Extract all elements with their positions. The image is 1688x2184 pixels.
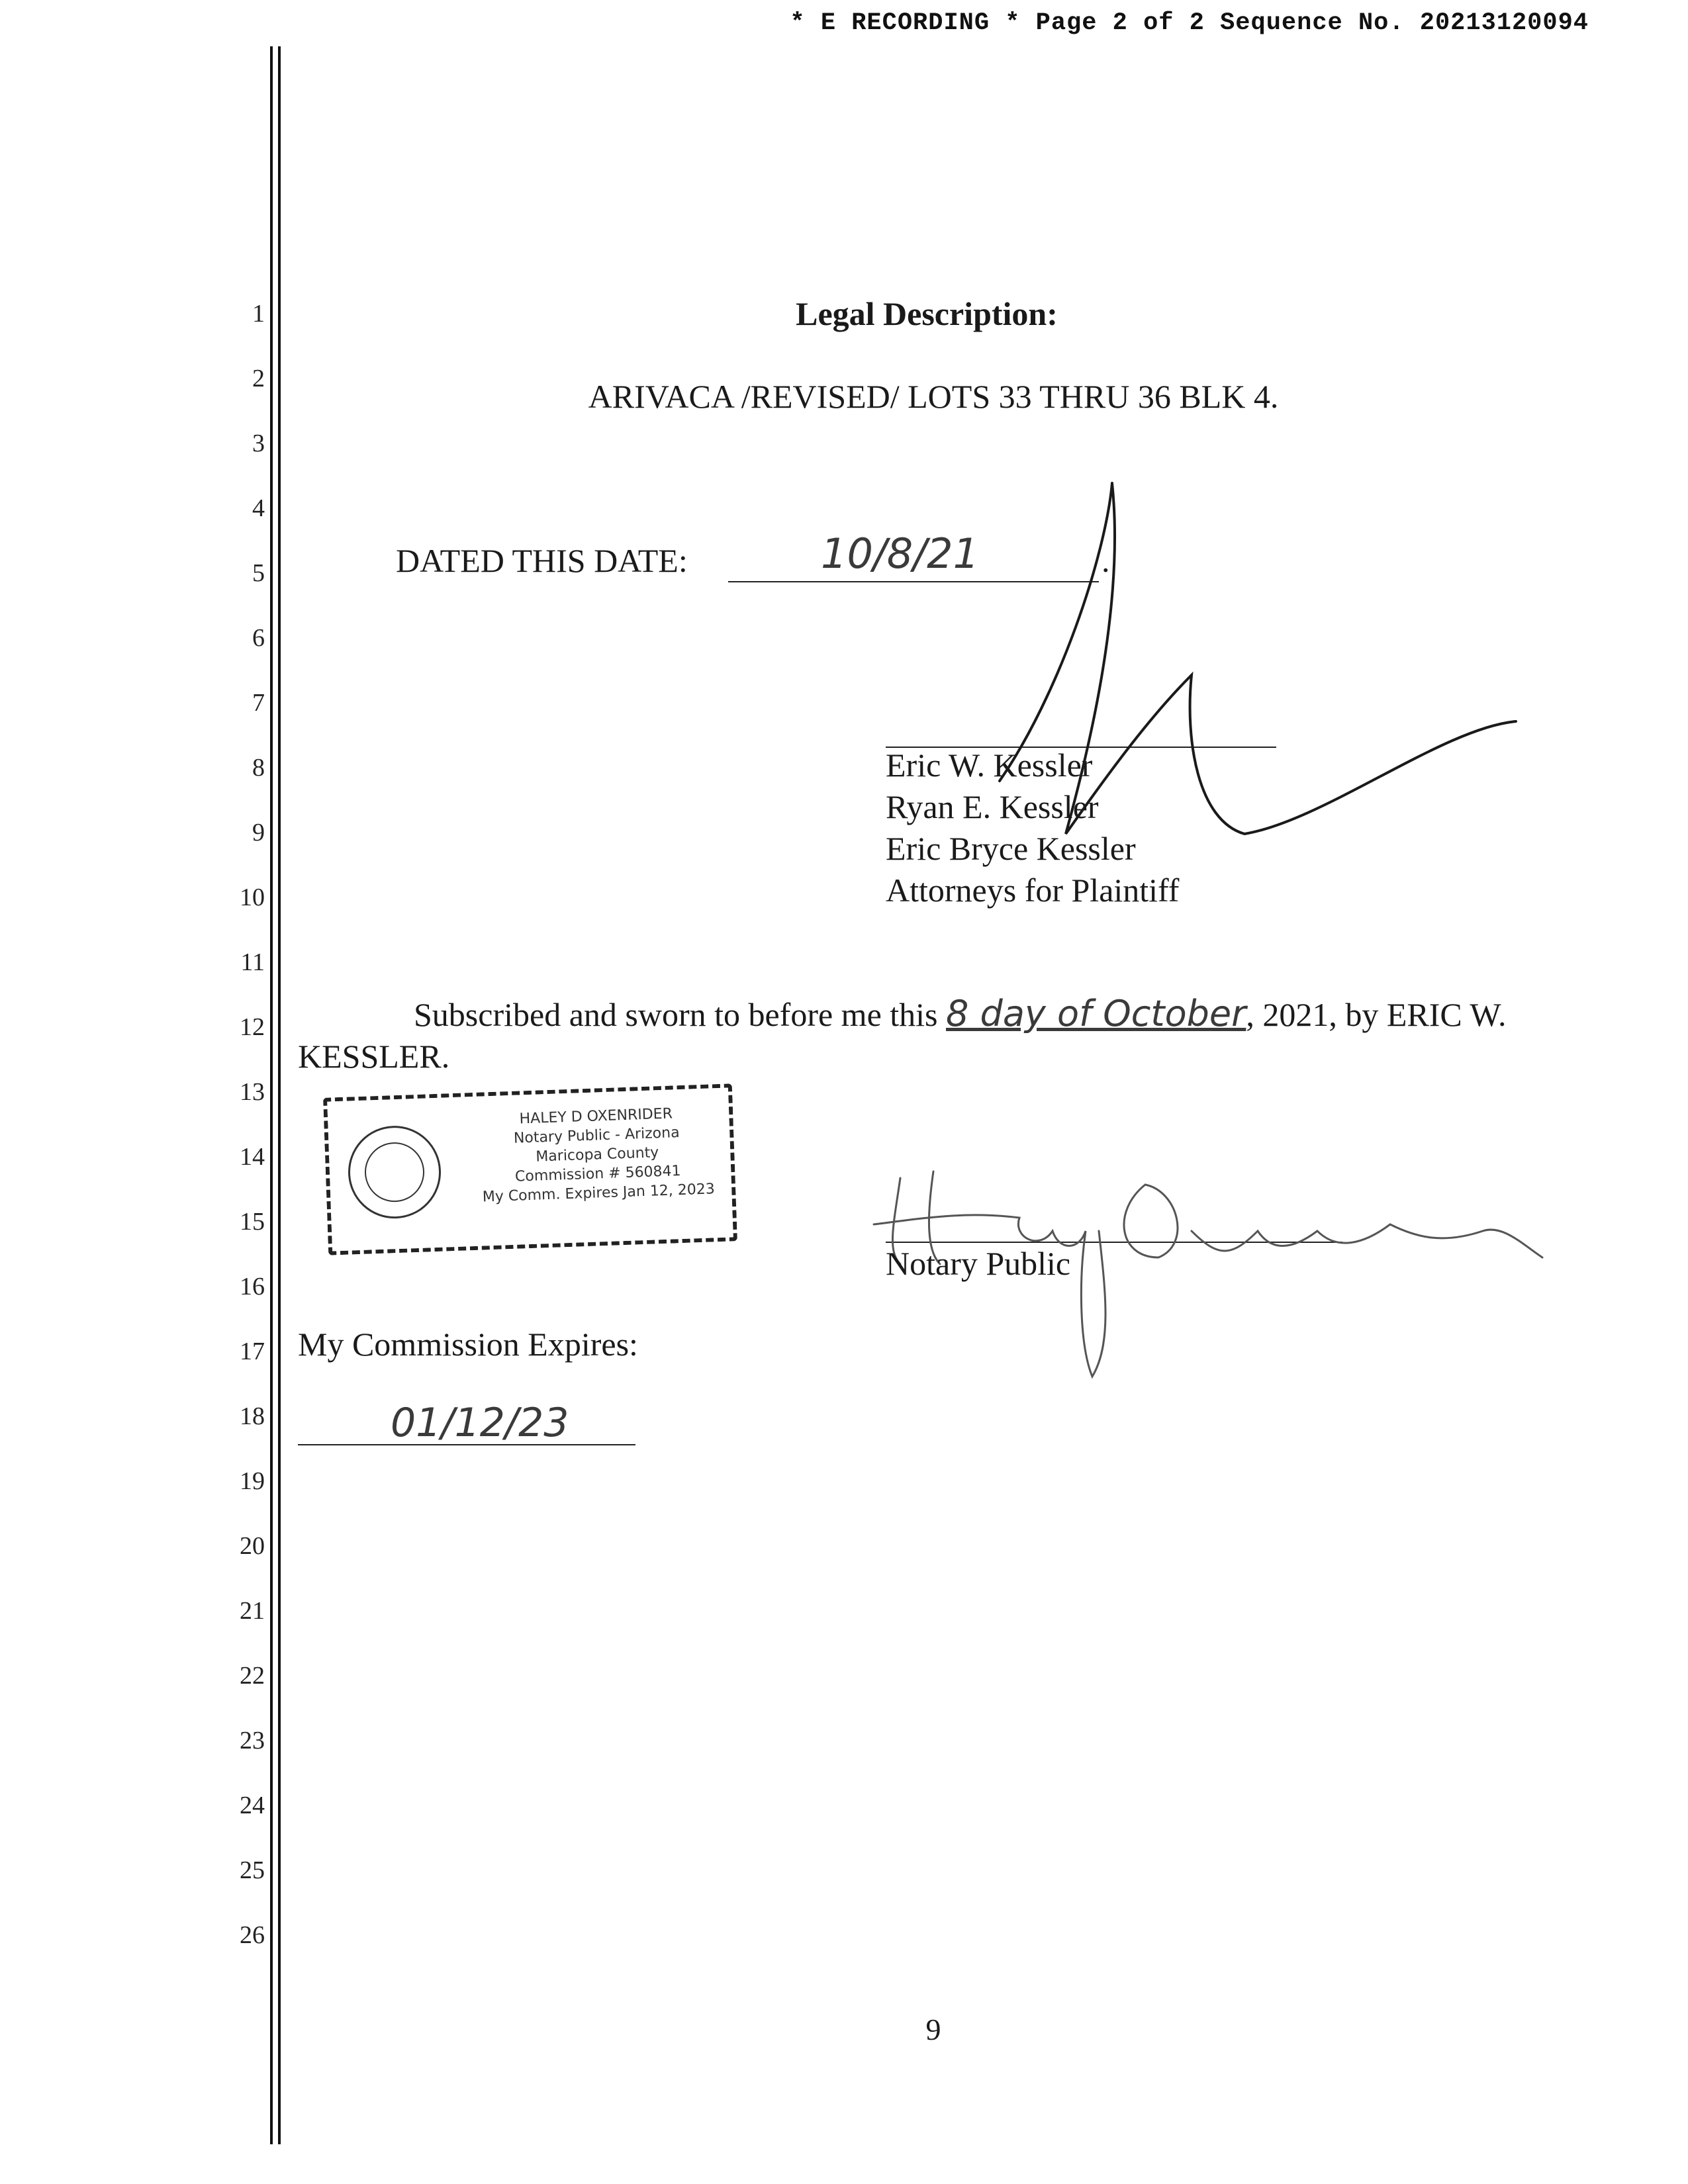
section-title: Legal Description: <box>796 295 1058 332</box>
line-number: 15 <box>240 1208 265 1236</box>
line-number: 1 <box>252 300 265 328</box>
attorney-name: Eric Bryce Kessler <box>886 830 1136 867</box>
attorney-name: Eric W. Kessler <box>886 747 1093 784</box>
state-seal-icon <box>347 1124 443 1220</box>
line-number: 26 <box>240 1921 265 1949</box>
line-number: 11 <box>240 948 265 976</box>
stamp-line: My Comm. Expires Jan 12, 2023 <box>482 1181 716 1206</box>
stamp-line: Commission # 560841 <box>514 1163 681 1185</box>
dated-handwritten: 10/8/21 <box>821 529 980 578</box>
line-number: 7 <box>252 689 265 717</box>
recording-header: * E RECORDING * Page 2 of 2 Sequence No. 20213120094 <box>790 9 1589 37</box>
line-number: 13 <box>240 1078 265 1106</box>
line-number: 4 <box>252 494 265 522</box>
line-number: 9 <box>252 819 265 846</box>
line-number: 5 <box>252 559 265 587</box>
dated-label: DATED THIS DATE: <box>396 542 688 579</box>
line-number: 12 <box>240 1013 265 1041</box>
jurat-after: , 2021, by ERIC W. KESSLER. <box>298 996 1507 1075</box>
line-number: 25 <box>240 1856 265 1884</box>
line-number: 19 <box>240 1467 265 1495</box>
attorney-name: Ryan E. Kessler <box>886 788 1099 825</box>
legal-description: ARIVACA /REVISED/ LOTS 33 THRU 36 BLK 4. <box>588 378 1279 415</box>
stamp-line: Maricopa County <box>535 1144 659 1165</box>
line-number: 8 <box>252 754 265 782</box>
notary-stamp <box>323 1083 737 1255</box>
line-number: 20 <box>240 1532 265 1560</box>
commission-handwritten-date: 01/12/23 <box>391 1400 569 1446</box>
jurat-paragraph <box>298 993 1589 1077</box>
line-number: 18 <box>240 1402 265 1430</box>
stamp-line: Notary Public - Arizona <box>513 1124 680 1147</box>
line-number: 24 <box>240 1792 265 1819</box>
commission-label: My Commission Expires: <box>298 1326 638 1363</box>
jurat-before: Subscribed and sworn to before me this <box>414 996 938 1033</box>
line-number: 17 <box>240 1338 265 1365</box>
line-number: 22 <box>240 1662 265 1690</box>
jurat-handwritten-day: 8 day of October <box>946 993 1246 1034</box>
attorney-role: Attorneys for Plaintiff <box>886 872 1180 909</box>
line-number: 3 <box>252 430 265 457</box>
line-number: 6 <box>252 624 265 652</box>
margin-rule-left-inner <box>278 46 281 2144</box>
dated-period: . <box>1102 542 1110 579</box>
page-number: 9 <box>925 2013 941 2046</box>
line-number: 10 <box>240 884 265 911</box>
stamp-text <box>467 1103 728 1208</box>
margin-rule-left <box>270 46 273 2144</box>
line-number: 14 <box>240 1143 265 1171</box>
line-number: 16 <box>240 1273 265 1300</box>
line-number: 21 <box>240 1597 265 1625</box>
line-number: 2 <box>252 365 265 392</box>
signature-block <box>886 745 1179 911</box>
line-number: 23 <box>240 1727 265 1754</box>
stamp-line: HALEY D OXENRIDER <box>519 1105 673 1128</box>
notary-public-label: Notary Public <box>886 1245 1071 1282</box>
